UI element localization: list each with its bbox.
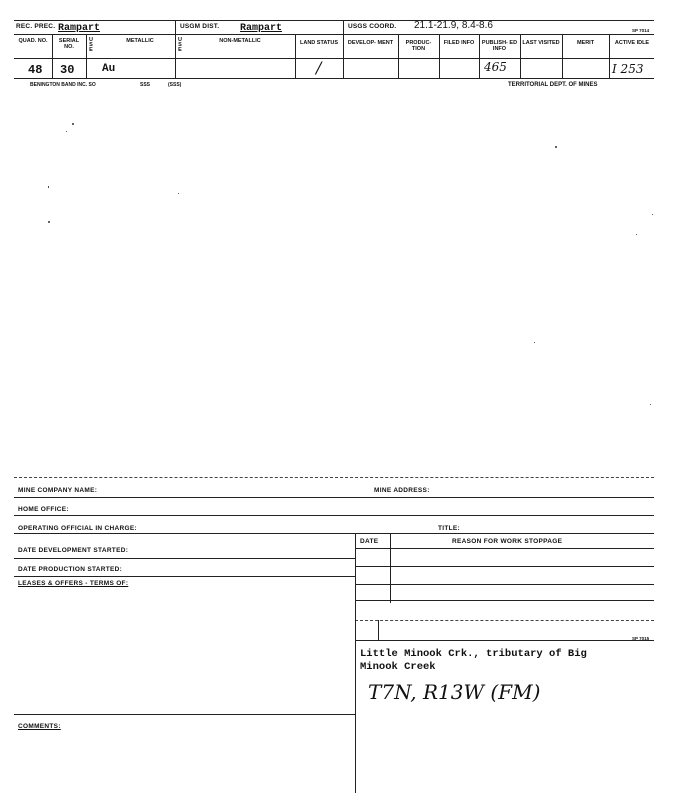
col-serial-no: SERIAL NO. xyxy=(58,38,80,50)
col-land-status: LAND STATUS xyxy=(300,40,338,46)
form-number-lower: SP 7015 xyxy=(632,636,650,641)
usgs-coord-value: 21.1-21.9, 8.4-8.6 xyxy=(414,20,493,31)
mine-address-label: MINE ADDRESS: xyxy=(374,487,430,494)
stoppage-date-header: DATE xyxy=(360,538,379,545)
quad-no-value: 48 xyxy=(28,63,43,77)
col-non-metallic: NON-METALLIC xyxy=(219,38,261,44)
usgs-coord-label: USGS COORD. xyxy=(348,23,397,30)
col-filed-info: FILED INFO xyxy=(443,40,475,46)
col-last-visited: LAST VISITED xyxy=(522,40,560,46)
location-line-1: Little Minook Crk., tributary of Big xyxy=(360,648,587,660)
col-active-idle: ACTIVE IDLE xyxy=(614,40,650,46)
usgm-dist-label: USGM DIST. xyxy=(180,23,220,30)
active-idle-value: I 253 xyxy=(612,62,644,76)
location-line-2: Minook Creek xyxy=(360,661,436,673)
date-development-label: DATE DEVELOPMENT STARTED: xyxy=(18,547,129,554)
township-handwritten: T7N, R13W (FM) xyxy=(368,680,541,704)
title-label: TITLE: xyxy=(438,525,461,532)
leases-label: LEASES & OFFERS - TERMS OF: xyxy=(18,580,129,587)
col-use-non-metallic: U S E xyxy=(178,37,182,53)
stoppage-reason-header: REASON FOR WORK STOPPAGE xyxy=(452,538,563,545)
printer-name: BENINGTON BAND INC. SO xyxy=(30,82,96,88)
rec-prec-label: REC. PREC. xyxy=(16,23,56,30)
rec-prec-value: Rampart xyxy=(58,23,101,34)
col-quad-no: QUAD. NO. xyxy=(18,38,48,44)
land-status-value: / xyxy=(316,58,322,77)
col-published-info: PUBLISH- ED INFO xyxy=(481,40,518,52)
department-name: TERRITORIAL DEPT. OF MINES xyxy=(508,82,598,88)
comments-label: COMMENTS: xyxy=(18,723,61,730)
col-production: PRODUC- TION xyxy=(405,40,432,52)
date-production-label: DATE PRODUCTION STARTED: xyxy=(18,566,123,573)
col-metallic: METALLIC xyxy=(126,38,154,44)
col-use-metallic: U S E xyxy=(89,37,93,53)
printer-code-2: (SSS) xyxy=(168,82,182,88)
published-info-value: 465 xyxy=(484,60,507,74)
metallic-value: Au xyxy=(102,63,116,75)
mine-company-name-label: MINE COMPANY NAME: xyxy=(18,487,98,494)
form-number: SP 7014 xyxy=(632,28,650,33)
home-office-label: HOME OFFICE: xyxy=(18,506,69,513)
printer-code: SSS xyxy=(140,82,151,88)
col-development: DEVELOP- MENT xyxy=(347,40,394,46)
usgm-dist-value: Rampart xyxy=(240,23,283,34)
operating-official-label: OPERATING OFFICIAL IN CHARGE: xyxy=(18,525,137,532)
col-merit: MERIT xyxy=(576,40,595,46)
serial-no-value: 30 xyxy=(60,63,75,77)
